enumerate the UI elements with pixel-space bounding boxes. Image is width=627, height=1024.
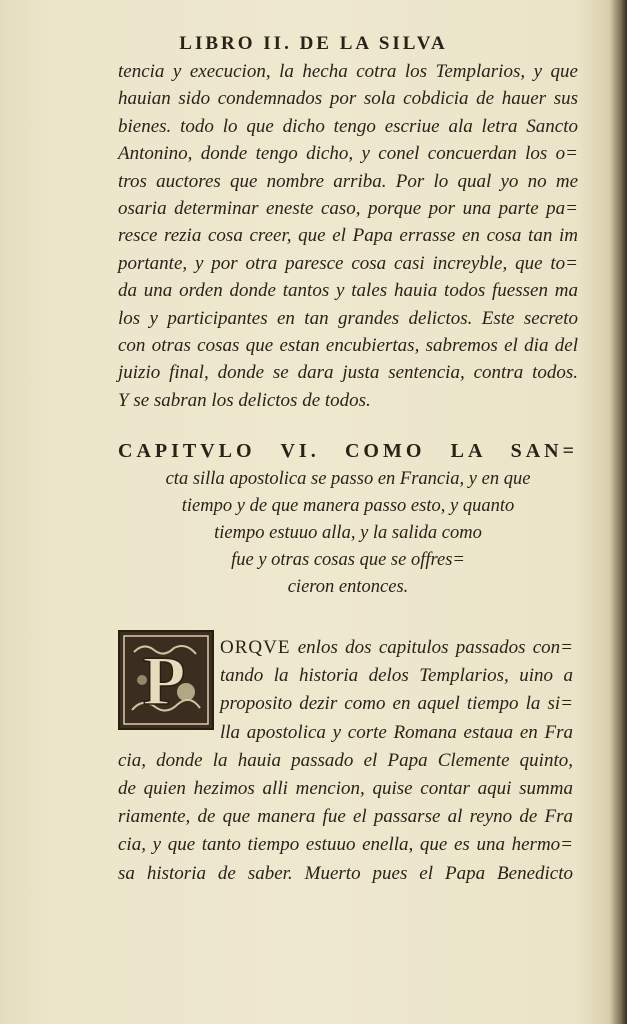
text-line: de quien hezimos alli mencion, quise contar aqui summa (118, 777, 573, 799)
text-line: los y participantes en tan grandes delictos. Este secreto (118, 307, 578, 329)
text-line: sa historia de saber. Muerto pues el Papa Benedicto (118, 862, 573, 884)
text-line: tros auctores que nombre arriba. Por lo qual yo no me (118, 170, 578, 192)
text-line (118, 634, 573, 662)
text-line: portante, y por otra paresce cosa casi increyble, que to= (118, 252, 578, 274)
text-line: juizio final, donde se dara justa sentencia, contra todos. (118, 362, 578, 384)
subtitle-line: tiempo y de que manera passo esto, y quanto (181, 496, 515, 516)
text-line: cia, y que tanto tiempo estuuo enella, que es una hermo= (118, 834, 573, 856)
text-line-content: enlos dos capitulos passados con= (297, 637, 574, 658)
text-line: proposito dezir como en aquel tiempo la si= (220, 693, 573, 715)
first-word: ORQVE (220, 637, 291, 658)
subtitle-line: fue y otras cosas que se offres= (231, 550, 465, 570)
running-head: LIBRO II. DE LA SILVA (179, 33, 448, 54)
text-line: tencia y execucion, la hecha cotra los Templarios, y que (118, 61, 578, 82)
page-edge-shadow (611, 0, 627, 1024)
text-line: bienes. todo lo que dicho tengo escriue ala letra Sancto (118, 115, 578, 137)
text-line: Y se sabran los delictos de todos. (118, 389, 371, 411)
chapter-paragraph (118, 634, 573, 888)
text-line: osaria determinar eneste caso, porque por una parte pa= (118, 197, 578, 219)
text-line: tando la historia delos Templarios, uino a (220, 665, 573, 687)
body-text (118, 58, 578, 414)
text-line: da una orden donde tantos y tales hauia todos fuessen ma (118, 280, 578, 302)
text-line: resce rezia cosa creer, que el Papa errasse en cosa tan im (118, 225, 578, 247)
text-line: hauian sido condemnados por sola cobdicia de hauer sus (118, 88, 578, 110)
text-line: riamente, de que manera fue el passarse al reyno de Fra (118, 806, 573, 828)
subtitle-line: tiempo estuuo alla, y la salida como (214, 523, 482, 543)
text-line: cia, donde la hauia passado el Papa Clemente quinto, (118, 749, 573, 771)
subtitle-line: cieron entonces. (287, 577, 409, 597)
text-line: Antonino, donde tengo dicho, y conel concuerdan los o= (118, 143, 578, 165)
initial-letter: P (142, 643, 186, 720)
text-line: con otras cosas que estan encubiertas, sabremos el dia del (118, 334, 578, 356)
text-line: lla apostolica y corte Romana estaua en Fra (220, 721, 573, 743)
chapter-title: CAPITVLO VI. COMO LA SAN= (118, 440, 578, 462)
chapter-subtitle (118, 466, 578, 601)
subtitle-line: cta silla apostolica se passo en Francia, y en que (165, 469, 531, 489)
